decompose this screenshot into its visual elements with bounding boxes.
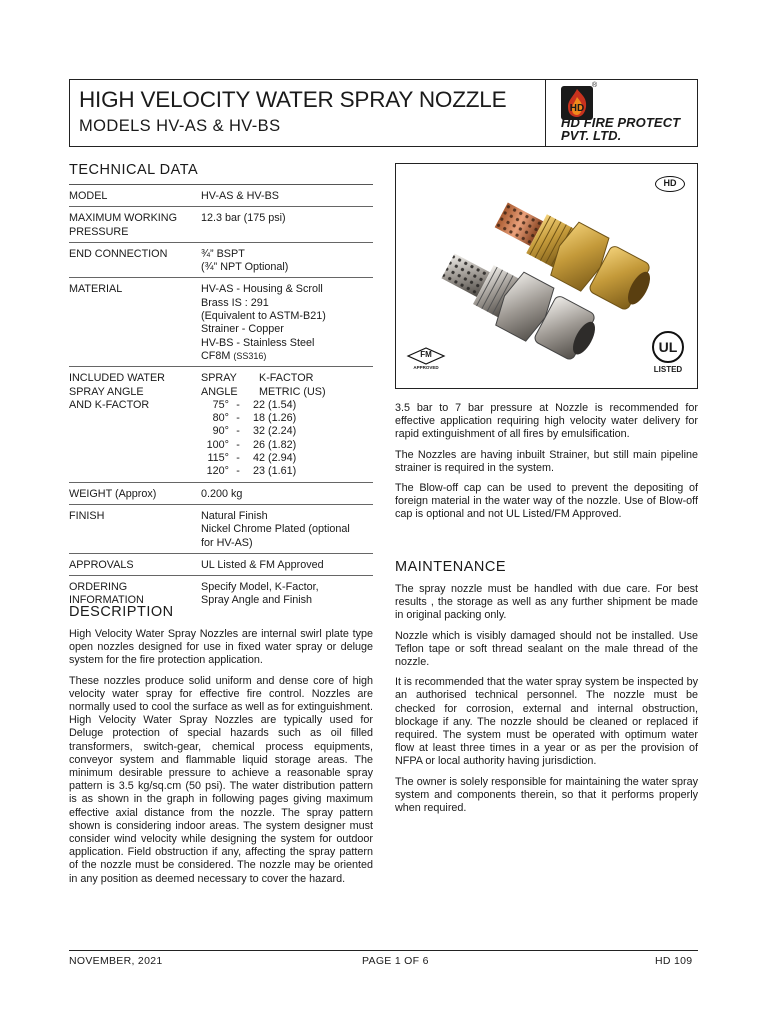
ul-listed-icon: UL LISTED — [650, 331, 686, 377]
maintenance-heading: MAINTENANCE — [395, 559, 507, 575]
description-heading: DESCRIPTION — [69, 604, 174, 620]
maintenance-text: The spray nozzle must be handled with due care. For best results , the storage as well as any further shipment be made in original packing only. Nozzle which is visibly damaged should not be installed. Use Teflon tape or soft thread sealant on the male thread of the nozzle. It is recommended that the water spray system be inspected by an authorised technical personnel. The nozzle must be checked for corrosion, external and internal obstruction, blockage if any. The nozzle should be cleaned or replaced if required. The system must be operated with optimum water flow at least three times in a year or as per the provision of NFPA or local authority having jurisdiction. The owner is solely responsible for maintaining the water spray system and components therein, so that it performs properly when required. — [395, 583, 698, 815]
table-row-end-connection: END CONNECTION ¾” BSPT (¾” NPT Optional) — [69, 243, 373, 279]
hd-badge-icon: HD — [655, 176, 685, 192]
table-row-pressure: MAXIMUM WORKING PRESSURE 12.3 bar (175 psi) — [69, 207, 373, 243]
technical-data-heading: TECHNICAL DATA — [69, 162, 199, 178]
registered-mark: ® — [592, 82, 598, 89]
table-row-material: MATERIAL HV-AS - Housing & Scroll Brass IS : 291 (Equivalent to ASTM-B21) Strainer - Copper HV-BS - Stainless Steel CF8M (SS316) — [69, 278, 373, 367]
svg-text:HD: HD — [569, 103, 585, 114]
application-text: 3.5 bar to 7 bar pressure at Nozzle is recommended for effective application requiring high velocity water delivery for rapid extinguishment of all fires by emulsification. The Nozzles are having inbuilt Strainer, but still main pipeline strainer is required in the system. The Blow-off cap can be used to prevent the depositing of foreign material in the water way of the nozzle. Use of Blow-off cap is optional and not UL Listed/FM Approved. — [395, 402, 698, 521]
page-subtitle: MODELS HV-AS & HV-BS — [79, 117, 281, 135]
table-row-ordering: ORDERING INFORMATION Specify Model, K-Factor, Spray Angle and Finish — [69, 581, 319, 607]
company-logo — [546, 79, 698, 147]
table-row-finish: FINISH Natural Finish Nickel Chrome Plated (optional for HV-AS) — [69, 505, 373, 554]
fm-approved-icon: FM APPROVED — [406, 347, 446, 373]
footer-document-code: HD 109 — [655, 955, 693, 967]
technical-data-table — [69, 185, 373, 611]
footer-divider — [69, 950, 698, 951]
company-name: HD FIRE PROTECT PVT. LTD. — [561, 115, 681, 143]
title-box — [69, 79, 546, 147]
table-row-weight: WEIGHT (Approx) 0.200 kg — [69, 483, 373, 505]
footer-page-number: PAGE 1 OF 6 — [362, 955, 429, 967]
product-photo — [395, 163, 698, 389]
description-text: High Velocity Water Spray Nozzles are internal swirl plate type open nozzles designed for use in fixed water spray or deluge system for the fire protection application. These nozzles produce solid uniform and dense core of high velocity water spray for effective fire control. Nozzles are normally used to cool the surface as well as for extinguishment. High Velocity Water Spray Nozzles are typically used for Deluge protection of special hazards such as oil filled transformers, switch-gear, chemical process equipments, conveyor system and flammable liquid storage areas. The minimum desirable pressure to achieve a reasonable spray pattern is 3.5 kg/sq.cm (50 psi). The water distribution pattern is as shown in the graph in following pages giving maximum effective axial distance from the nozzle. The spray pattern shown is considering indoor areas. The system designer must consider wind velocity while designing the system for outdoor application. Field obstruction if any, affecting the spray pattern of the nozzle must be considered. The nozzle may be oriented in any position as deemed necessary to cover the hazard. — [69, 628, 373, 885]
table-row-model: MODEL HV-AS & HV-BS — [69, 185, 373, 207]
angle-k-factor-list: 75° - 22 (1.54) 80° - 18 (1.26) 90° - 32 (2.24) 100° - 26 (1.82) 115° - 42 (2.94) 120° - 23 (1.61) — [206, 398, 297, 478]
table-row-spray-angle: INCLUDED WATER SPRAY ANGLE AND K-FACTOR SPRAY K-FACTOR ANGLE METRIC (US) 75° - 22 (1.54) 80° - 18 (1.26) 90° - 32 (2.24) 100° - 26 (1.82) 115° - 42 (2.94) 120° - 23 (1.61) — [69, 367, 373, 482]
page-title: HIGH VELOCITY WATER SPRAY NOZZLE — [79, 87, 507, 112]
footer-date: NOVEMBER, 2021 — [69, 955, 163, 967]
table-row-approvals: APPROVALS UL Listed & FM Approved — [69, 554, 373, 576]
